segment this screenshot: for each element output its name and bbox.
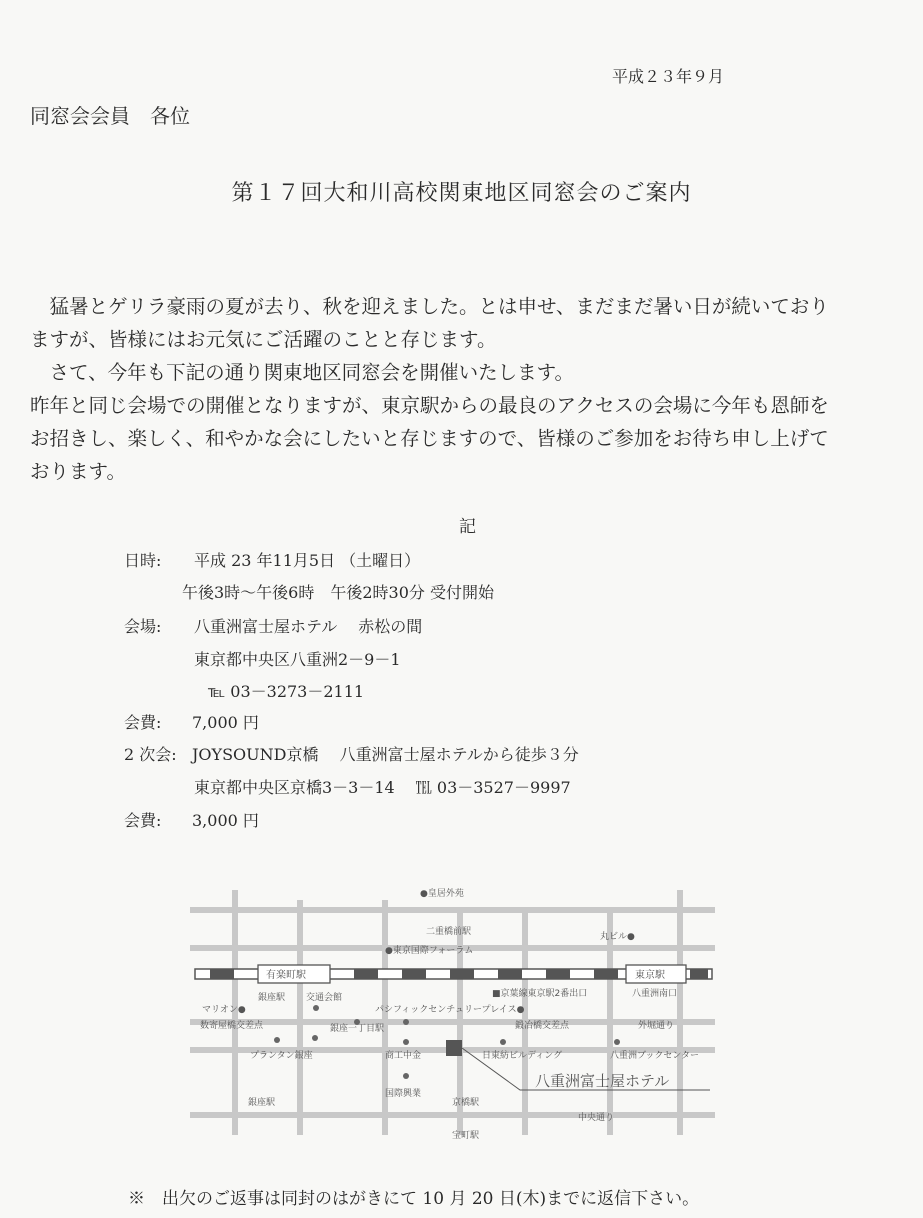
venue-label: 会場: [124, 617, 162, 636]
body-text [30, 290, 910, 488]
addressee: 同窓会会員 各位 [30, 104, 190, 128]
keiyo-exit-label: ■京葉線東京駅2番出口 [492, 989, 588, 999]
ginza-station2-label: 銀座駅 [248, 1098, 276, 1108]
access-map [180, 880, 720, 1145]
second-fee-label: 会費: [124, 811, 162, 830]
body-line: ますが、皆様にはお元気にご活躍のことと存じます。 [30, 328, 497, 351]
shoko-label: 商工中金 [385, 1051, 422, 1061]
body-line: 猛暑とゲリラ豪雨の夏が去り、秋を迎えました。とは申せ、まだまだ暑い日が続いており [30, 295, 829, 318]
sukiyabashi-label: 数寄屋橋交差点 [200, 1021, 264, 1031]
body-line: お招きし、楽しく、和やかな会にしたいと存じますので、皆様のご参加をお待ち申し上げて [30, 427, 829, 450]
bookcenter-label: 八重洲ブックセンター [610, 1051, 700, 1061]
pacific-label: パシフィックセンチュリープレイス● [375, 1005, 525, 1015]
second-party-address: 東京都中央区京橋3－3－14 ℡ 03－3527－9997 [194, 778, 571, 797]
venue-name: 八重洲富士屋ホテル 赤松の間 [194, 617, 423, 636]
hotel-marker [446, 1040, 462, 1056]
yaesu-south-label: 八重洲南口 [632, 989, 678, 999]
body-line: おります。 [30, 460, 126, 483]
datetime-label: 日時: [124, 551, 162, 570]
tokyo-label: 東京駅 [635, 970, 665, 981]
sotobori-label: 外堀通り [638, 1021, 675, 1031]
koukyo-label: ●皇居外苑 [420, 889, 464, 899]
yurakucho-label: 有楽町駅 [266, 970, 306, 981]
second-party-label: 2 次会: [124, 745, 177, 764]
ginza-station-label: 銀座駅 [258, 993, 286, 1003]
body-line: さて、今年も下記の通り関東地区同窓会を開催いたします。 [30, 361, 575, 384]
venue-address: 東京都中央区八重洲2－9－1 [194, 650, 401, 669]
kokusai-label: 国際興業 [385, 1089, 422, 1099]
printemps-label: プランタン銀座 [250, 1051, 313, 1061]
body-line: 昨年と同じ会場での開催となりますが、東京駅からの最良のアクセスの会場に今年も恩師を [30, 394, 829, 417]
ki-heading: 記 [459, 517, 476, 537]
forum-label: ●東京国際フォーラム [385, 946, 474, 956]
chuo-dori-label: 中央通り [578, 1113, 615, 1123]
second-fee-value: 3,000 円 [192, 811, 259, 830]
second-party-venue: JOYSOUND京橋 八重洲富士屋ホテルから徒歩３分 [192, 745, 579, 764]
kotsukaikan-label: 交通会館 [306, 993, 343, 1003]
venue-tel: ℡ 03－3273－2111 [208, 682, 365, 701]
map-labels [200, 887, 699, 1141]
fee-value: 7,000 円 [192, 713, 259, 732]
footer-note: ※ 出欠のご返事は同封のはがきにて 10 月 20 日(木)までに返信下さい。 [128, 1189, 700, 1209]
document-date: 平成２３年９月 [612, 67, 725, 86]
takaracho-label: 宝町駅 [452, 1131, 480, 1141]
kajibashi-label: 鍛冶橋交差点 [515, 1021, 570, 1031]
fee-label: 会費: [124, 713, 162, 732]
nittsu-label: 日東紡ビルディング [482, 1051, 563, 1061]
marubiru-label: 丸ビル● [600, 932, 635, 942]
nijubashi-label: 二重橋前駅 [426, 927, 472, 937]
ginza1-label: 銀座一丁目駅 [330, 1024, 385, 1034]
marion-label: マリオン● [202, 1005, 246, 1015]
time-value: 午後3時～午後6時 午後2時30分 受付開始 [182, 583, 494, 602]
kyobashi-label: 京橋駅 [452, 1098, 480, 1108]
datetime-value: 平成 23 年11月5日 （土曜日） [194, 551, 421, 570]
page-title: 第１７回大和川高校関東地区同窓会のご案内 [231, 181, 692, 206]
hotel-label: 八重洲富士屋ホテル [535, 1072, 670, 1090]
